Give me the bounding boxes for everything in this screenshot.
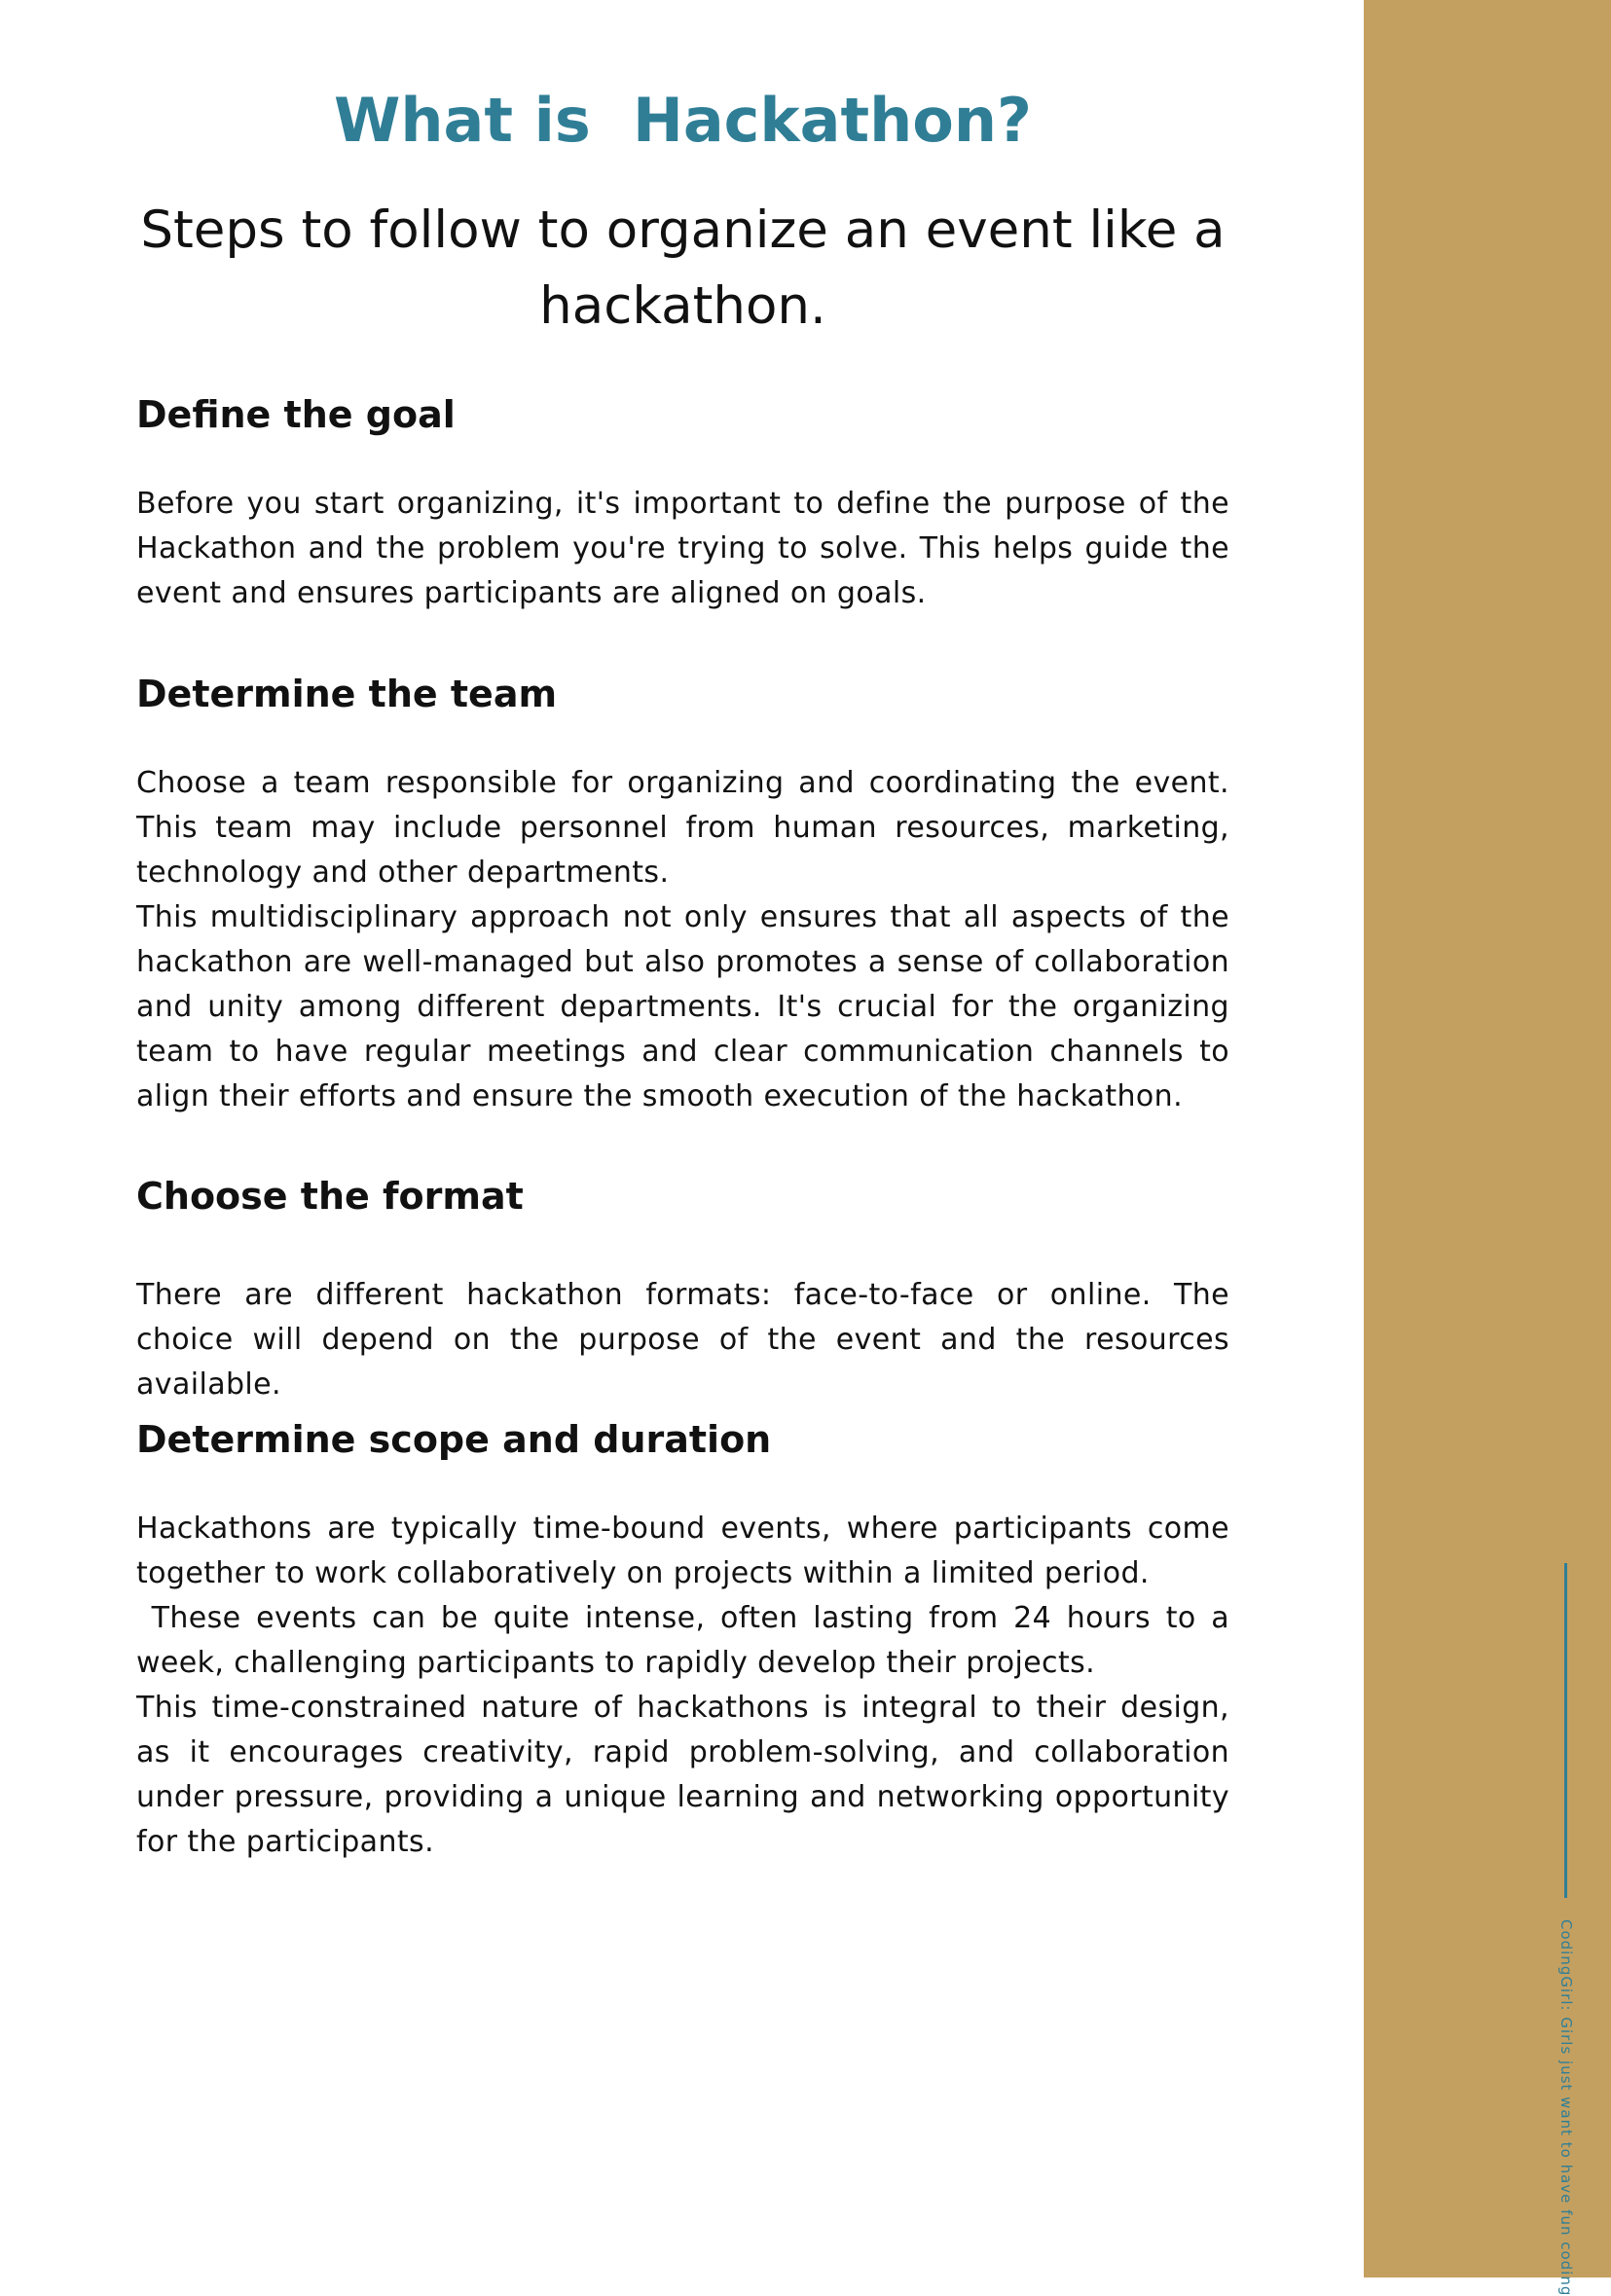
paragraph: Choose a team responsible for organizing and coordinating the event. This team may include personnel from human resources, marketing, technology and other departments. xyxy=(136,766,1229,890)
section-body xyxy=(136,1507,1239,1865)
section-heading: Choose the format xyxy=(136,1175,524,1218)
page-title: What is Hackathon? xyxy=(334,85,1032,156)
section-heading: Determine scope and duration xyxy=(136,1418,772,1461)
paragraph: These events can be quite intense, often lasting from 24 hours to a week, challenging participants to rapidly develop their projects. xyxy=(136,1601,1239,1680)
section-choose-format xyxy=(136,1172,1229,1407)
section-determine-team xyxy=(136,670,1229,1119)
sidebar-divider-line xyxy=(1564,1563,1567,1898)
paragraph: Hackathons are typically time-bound events, where participants come together to work collaboratively on projects within a limited period. xyxy=(136,1512,1229,1590)
section-body xyxy=(136,761,1229,1119)
section-heading: Define the goal xyxy=(136,393,456,436)
paragraph: There are different hackathon formats: face-to-face or online. The choice will depend on the purpose of the event and the resources available. xyxy=(136,1278,1229,1402)
sidebar-tagline: CodingGirl: Girls just want to have fun coding xyxy=(1557,1919,1575,2296)
paragraph: Before you start organizing, it's important to define the purpose of the Hackathon and the problem you're trying to solve. This helps guide the event and ensures participants are aligned on goals. xyxy=(136,487,1229,610)
section-body xyxy=(136,1273,1229,1407)
section-heading: Determine the team xyxy=(136,673,558,715)
section-define-goal xyxy=(136,390,1229,616)
section-scope-duration xyxy=(136,1415,1239,1865)
paragraph: This time-constrained nature of hackathons is integral to their design, as it encourages creativity, rapid problem-solving, and collaboration under pressure, providing a unique learning and networking opportunity for the participants. xyxy=(136,1691,1229,1859)
section-body xyxy=(136,482,1229,616)
page-subtitle: Steps to follow to organize an event like a hackathon. xyxy=(140,200,1226,336)
paragraph: This multidisciplinary approach not only ensures that all aspects of the hackathon are well-managed but also promotes a sense of collaboration and unity among different departments. It's crucial for the organizing team to have regular meetings and clear communication channels to align their efforts and ensure the smooth execution of the hackathon. xyxy=(136,900,1229,1113)
